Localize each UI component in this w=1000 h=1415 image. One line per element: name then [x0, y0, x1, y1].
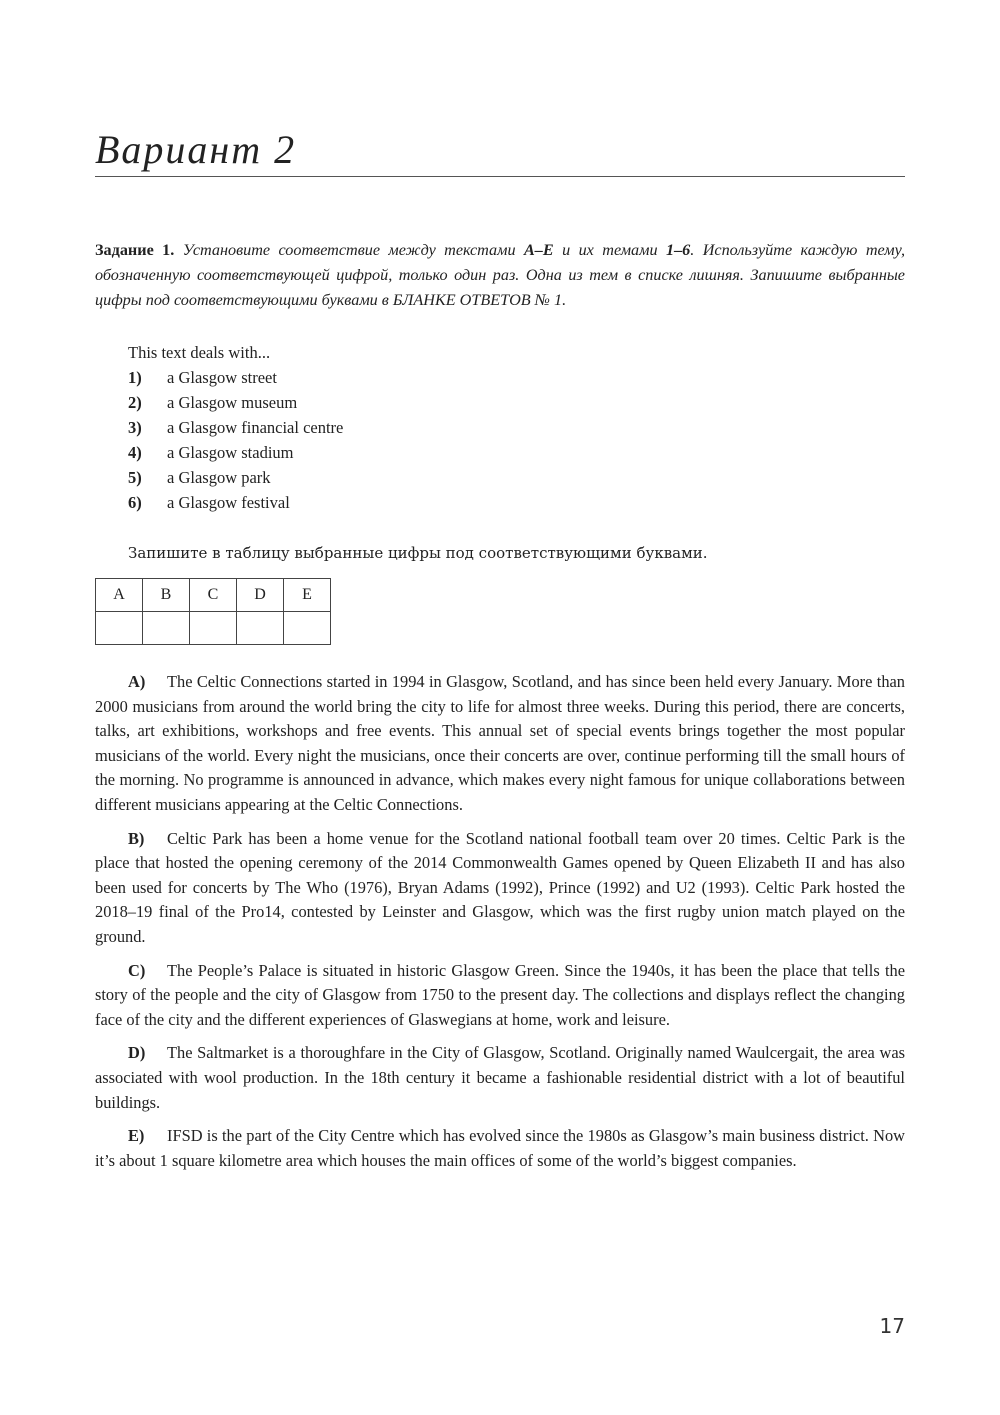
topic-text: a Glasgow festival — [167, 493, 290, 512]
topic-number: 5) — [128, 468, 142, 487]
answer-table-header-row — [96, 579, 331, 612]
topic-intro: This text deals with... — [128, 343, 271, 362]
passages — [95, 670, 905, 1182]
passage-text: The People’s Palace is situated in historic Glasgow Green. Since the 1940s, it has been the place that tells the story of the people and the city of Glasgow from 1750 to the present day. The collections and displays reflect the changing face of the city and the different experiences of Glaswegians at home, work and leisure. — [95, 960, 905, 1029]
answer-header-cell: D — [237, 579, 284, 612]
answer-header-cell: C — [190, 579, 237, 612]
passage-text: The Celtic Connections started in 1994 in Glasgow, Scotland, and has since been held every January. More than 2000 musicians from around the world bring the city to life for almost three weeks. During this period, there are concerts, talks, art exhibitions, workshops and free events. This annual set of special events brings together the most popular musicians of the world. Every night the musicians, once their concerts are over, continue performing till the small hours of the morning. No programme is announced in advance, which makes every night famous for unique collaborations between different musicians appearing at the Celtic Connections. — [95, 672, 905, 814]
task-label: Задание 1. — [95, 241, 175, 259]
answer-cell-d[interactable] — [237, 612, 284, 645]
topic-text: a Glasgow museum — [167, 393, 298, 412]
passage-text: IFSD is the part of the City Centre which has evolved since the 1980s as Glasgow’s main business district. Now it’s about 1 square kilometre area which houses the main offices of some of the world’s biggest companies. — [95, 1126, 905, 1170]
answer-cell-c[interactable] — [190, 612, 237, 645]
task-number-range: 1–6 — [665, 241, 691, 259]
topic-item — [128, 365, 343, 390]
topic-number: 1) — [128, 368, 142, 387]
answer-header-cell: E — [284, 579, 331, 612]
task-letter-range: A–E — [523, 241, 554, 259]
answer-header-cell: B — [143, 579, 190, 612]
variant-title: Вариант 2 — [95, 126, 905, 177]
task-text-part1: Установите соответствие между текстами — [182, 241, 516, 259]
passage-letter: C) — [128, 960, 146, 980]
answer-cell-b[interactable] — [143, 612, 190, 645]
topic-item — [128, 440, 343, 465]
topic-item — [128, 465, 343, 490]
passage-letter: D) — [128, 1043, 146, 1063]
page — [95, 0, 905, 1415]
passage-e — [95, 1124, 905, 1173]
topic-number: 3) — [128, 418, 142, 437]
answer-cell-a[interactable] — [96, 612, 143, 645]
passage-letter: E) — [128, 1126, 145, 1146]
answer-table — [95, 578, 331, 645]
passage-text: The Saltmarket is a thoroughfare in the City of Glasgow, Scotland. Originally named Waulcergait, the area was associated with wool production. In the 18th century it became a fashionable residential district with a lot of beautiful buildings. — [95, 1043, 905, 1112]
topic-text: a Glasgow stadium — [167, 443, 294, 462]
answer-header-cell: A — [96, 579, 143, 612]
passage-letter: A) — [128, 672, 146, 691]
passage-text: Celtic Park has been a home venue for the Scotland national football team over 20 times. Celtic Park is the place that hosted the opening ceremony of the 2014 Commonwealth Games opened by Queen Elizabeth II and has also been used for concerts by The Who (1976), Bryan Adams (1992), Prince (1992) and U2 (1993). Celtic Park hosted the 2018–19 final of the Pro14, contested by Leinster and Glasgow, which was the first rugby union match played on the ground. — [95, 828, 905, 946]
topic-number: 4) — [128, 443, 142, 462]
topic-text: a Glasgow street — [167, 368, 277, 387]
task-instruction — [95, 238, 905, 313]
page-number: 17 — [879, 1314, 905, 1338]
topic-number: 2) — [128, 393, 142, 412]
topic-item — [128, 415, 343, 440]
topic-item — [128, 390, 343, 415]
task-text-part2: и их темами — [562, 241, 658, 259]
topic-item — [128, 490, 343, 515]
passage-c — [95, 959, 905, 1033]
table-instruction: Запишите в таблицу выбранные цифры под соответствующими буквами. — [128, 544, 708, 562]
passage-b — [95, 827, 905, 950]
passage-d — [95, 1041, 905, 1115]
answer-table-input-row — [96, 612, 331, 645]
task-text-part3: . Используйте каждую тему, обозначенную соответствующей цифрой, только один раз. Одна из тем в списке лишняя. Запишите выбранные цифры под соответствующими буквами в БЛАНКЕ ОТВЕТОВ № 1. — [95, 241, 906, 309]
passage-letter: B) — [128, 828, 145, 848]
passage-a — [95, 670, 905, 818]
topic-text: a Glasgow park — [167, 468, 271, 487]
topic-list — [128, 340, 343, 515]
topic-text: a Glasgow financial centre — [167, 418, 344, 437]
answer-cell-e[interactable] — [284, 612, 331, 645]
topic-number: 6) — [128, 493, 142, 512]
